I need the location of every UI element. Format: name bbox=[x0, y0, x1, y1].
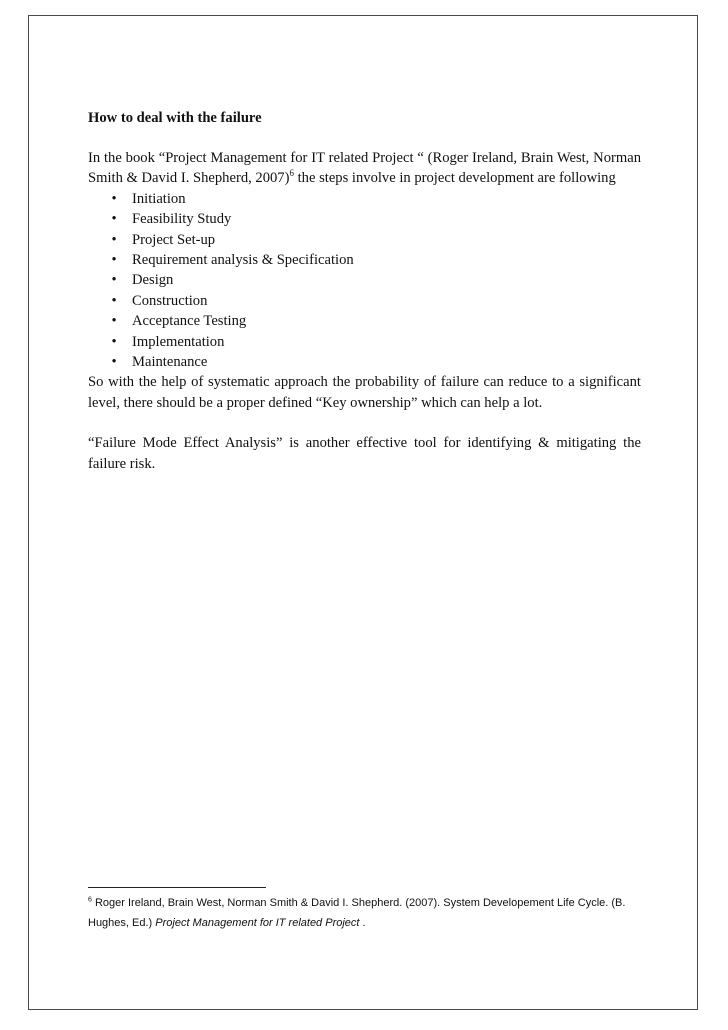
list-item-label: Initiation bbox=[132, 190, 186, 207]
list-item bbox=[88, 250, 641, 270]
list-item-label: Design bbox=[132, 272, 174, 289]
intro-text: In the book “Project Management for IT related Project “ (Roger Ireland, Brain West, Norman Smith & David I. Shepherd, 2007) bbox=[88, 150, 641, 187]
bullet-icon: • bbox=[111, 251, 117, 268]
footnote-mark: 6 bbox=[88, 896, 92, 904]
bullet-icon: • bbox=[111, 353, 117, 370]
list-item-label: Project Set-up bbox=[132, 231, 216, 248]
footnote-book-title: Project Management for IT related Project bbox=[155, 917, 360, 929]
systematic-approach-paragraph: So with the help of systematic approach the probability of failure can reduce to a significant level, there should be a proper defined “Key ownership” which can help a lot. bbox=[88, 374, 641, 411]
bullet-icon: • bbox=[111, 190, 117, 207]
list-item bbox=[88, 270, 641, 290]
bullet-icon: • bbox=[111, 231, 117, 248]
bullet-icon: • bbox=[111, 272, 117, 289]
document-body bbox=[88, 108, 641, 474]
list-item bbox=[88, 230, 641, 250]
section-heading: How to deal with the failure bbox=[88, 110, 262, 126]
list-item-label: Construction bbox=[132, 292, 208, 309]
list-item-label: Feasibility Study bbox=[132, 211, 232, 228]
list-item bbox=[88, 291, 641, 311]
list-item bbox=[88, 189, 641, 209]
footnote-citation-text: Roger Ireland, Brain West, Norman Smith & David I. Shepherd. (2007). System Developement Life Cycle. (B. Hughes, Ed.) bbox=[88, 897, 626, 929]
fmea-paragraph: “Failure Mode Effect Analysis” is another effective tool for identifying & mitigating the failure risk. bbox=[88, 435, 641, 472]
bullet-icon: • bbox=[111, 333, 117, 350]
list-item bbox=[88, 352, 641, 372]
list-item bbox=[88, 332, 641, 352]
paragraph-spacer bbox=[88, 413, 641, 433]
intro-text-continued: the steps involve in project development are following bbox=[293, 170, 616, 187]
list-item-label: Maintenance bbox=[132, 353, 208, 370]
bullet-icon: • bbox=[111, 313, 117, 330]
list-item-label: Acceptance Testing bbox=[132, 313, 247, 330]
footnote-separator bbox=[88, 887, 266, 888]
intro-paragraph bbox=[88, 148, 641, 189]
list-item-label: Implementation bbox=[132, 333, 225, 350]
footnote-citation-end: . bbox=[359, 917, 366, 929]
list-item-label: Requirement analysis & Specification bbox=[132, 251, 354, 268]
list-item bbox=[88, 311, 641, 331]
bullet-icon: • bbox=[111, 292, 117, 309]
bullet-icon: • bbox=[111, 211, 117, 228]
footnote-reference-mark[interactable]: 6 bbox=[289, 168, 294, 179]
footnote bbox=[88, 893, 648, 933]
project-steps-list bbox=[88, 189, 641, 373]
list-item bbox=[88, 209, 641, 229]
